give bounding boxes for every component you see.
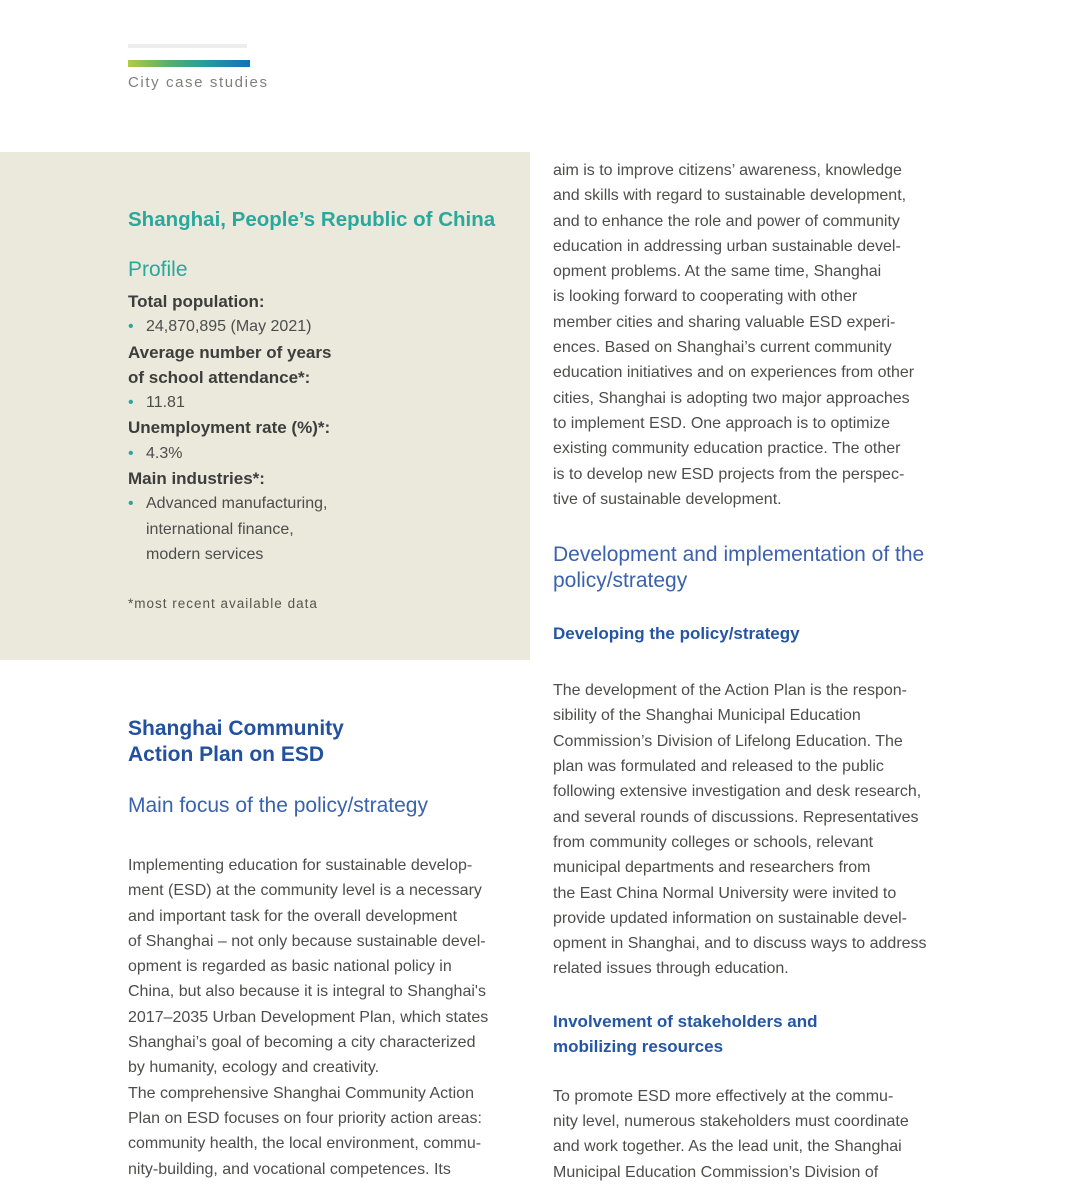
right-column-paragraph-3: To promote ESD more effectively at the commu- nity level, numerous stakeholders must coordinate and work together. As the lead unit, the Shanghai Municipal Education Commission’s Division of: [553, 1087, 909, 1181]
left-column-paragraph: Implementing education for sustainable develop- ment (ESD) at the community level is a necessary and important task for the overall development of Shanghai – not only because sustainable devel- opment is regarded as basic national policy in China, but also because it is integral to Shanghai's 2017–2035 Urban Development Plan, which states Shanghai’s goal of becoming a city characterized by humanity, ecology and creativity. The comprehensive Shanghai Community Action Plan on ESD focuses on four priority action areas: community health, the local environment, commu- nity-building, and vocational competences. Its: [128, 857, 489, 1178]
developing-policy-subheading: Developing the policy/strategy: [553, 624, 800, 644]
profile-field-label: Total population:: [128, 292, 265, 311]
bullet-icon: •: [128, 444, 134, 462]
right-column-paragraph-1: aim is to improve citizens’ awareness, knowledge and skills with regard to sustainable development, and to enhance the role and power of community education in addressing urban sustainable devel- opment problems. At the same time, Shanghai is looking forward to cooperating with other member cities and sharing valuable ESD experi- ences. Based on Shanghai’s current community education initiatives and on experiences from other cities, Shanghai is adopting two major approaches to implement ESD. One approach is to optimize existing community education practice. The other is to develop new ESD projects from the perspec- tive of sustainable development.: [553, 162, 915, 508]
profile-footnote: *most recent available data: [128, 596, 318, 612]
stakeholders-subheading: Involvement of stakeholders and mobilizing resources: [553, 1011, 818, 1056]
city-title: Shanghai, People’s Republic of China: [128, 208, 496, 231]
profile-field-value: [128, 314, 510, 339]
profile-field-industries: [128, 466, 510, 567]
profile-field-label: Main industries*:: [128, 469, 265, 489]
profile-box: [0, 152, 530, 660]
profile-field-unemployment: [128, 415, 510, 466]
section-label: City case studies: [128, 74, 269, 91]
profile-field-value-text: 4.3%: [146, 444, 183, 462]
development-implementation-heading: Development and implementation of the policy/strategy: [553, 543, 925, 593]
right-column-paragraph-2: The development of the Action Plan is the respon- sibility of the Shanghai Municipal Education Commission’s Division of Lifelong Education. The plan was formulated and released to the public following extensive investigation and desk research, and several rounds of discussions. Representatives from community colleges or schools, relevant municipal departments and researchers from the East China Normal University were invited to provide updated information on sustainable devel- opment in Shanghai, and to discuss ways to address related issues through education.: [553, 682, 927, 978]
section-gradient-bar: [128, 60, 250, 67]
profile-field-value-text: Advanced manufacturing, international finance, modern services: [146, 495, 328, 563]
profile-field-school-attendance: [128, 340, 510, 416]
profile-field-value: [128, 441, 510, 466]
profile-heading: Profile: [128, 258, 188, 281]
faint-header-strip: [128, 44, 247, 48]
bullet-icon: •: [128, 394, 134, 412]
profile-field-label: Average number of years of school attendance*:: [128, 342, 332, 387]
left-column: [128, 716, 573, 1182]
profile-field-value: [128, 390, 510, 415]
page-header: [128, 44, 269, 91]
profile-field-value: [128, 491, 510, 567]
profile-field-value-text: 11.81: [146, 394, 185, 412]
bullet-icon: •: [128, 495, 134, 513]
profile-field-value-text: 24,870,895 (May 2021): [146, 318, 312, 336]
main-focus-heading: Main focus of the policy/strategy: [128, 794, 428, 817]
plan-title: Shanghai Community Action Plan on ESD: [128, 717, 344, 766]
profile-field-population: [128, 289, 510, 340]
right-column: [553, 158, 1023, 1185]
bullet-icon: •: [128, 318, 134, 336]
profile-field-label: Unemployment rate (%)*:: [128, 418, 331, 438]
